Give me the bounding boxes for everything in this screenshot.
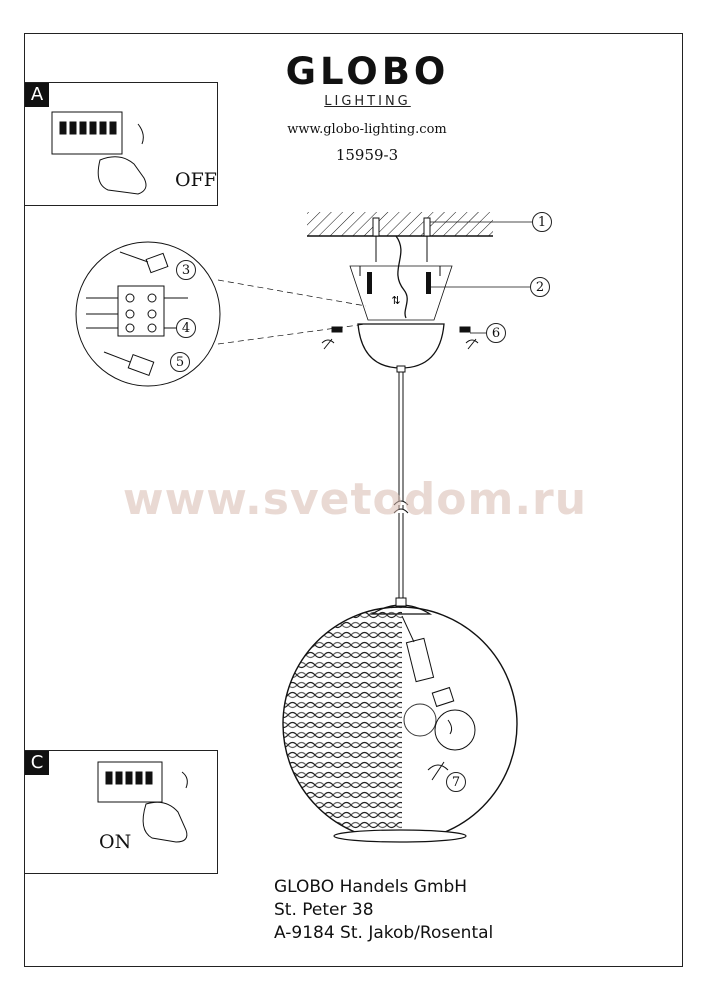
panel-c <box>24 750 218 874</box>
callout-2: 2 <box>530 277 550 297</box>
brand-name: GLOBO <box>285 50 450 93</box>
canopy <box>358 324 444 368</box>
svg-text:⇅: ⇅ <box>391 294 401 307</box>
glass-globe <box>270 598 517 864</box>
callout-5: 5 <box>170 352 190 372</box>
address-line-street: St. Peter 38 <box>274 900 374 920</box>
callout-3: 3 <box>176 260 196 280</box>
panel-a-state: OFF <box>175 169 217 191</box>
callout-1: 1 <box>532 212 552 232</box>
detail-view <box>76 242 366 386</box>
light-bulb <box>432 688 475 750</box>
panel-a-tag: A <box>25 83 49 107</box>
callout-4: 4 <box>176 318 196 338</box>
model-number: 15959-3 <box>335 146 399 164</box>
panel-c-tag: C <box>25 751 49 775</box>
callout-6: 6 <box>486 323 506 343</box>
mounting-bracket <box>350 266 452 320</box>
address-line-company: GLOBO Handels GmbH <box>274 877 468 897</box>
lamp-holder <box>402 616 434 682</box>
light-bulb-installed <box>404 704 436 736</box>
company-address <box>274 876 493 945</box>
ceiling <box>307 212 493 236</box>
panel-a <box>24 82 218 206</box>
callout-7: 7 <box>446 772 466 792</box>
address-line-city: A-9184 St. Jakob/Rosental <box>274 923 494 943</box>
panel-c-state: ON <box>99 831 132 853</box>
brand-logo <box>265 52 470 109</box>
rotate-arrow <box>428 762 448 780</box>
website-url[interactable]: www.globo-lighting.com <box>287 122 447 137</box>
brand-subtitle: LIGHTING <box>324 94 411 109</box>
watermark: www.svetodom.ru <box>122 474 588 525</box>
